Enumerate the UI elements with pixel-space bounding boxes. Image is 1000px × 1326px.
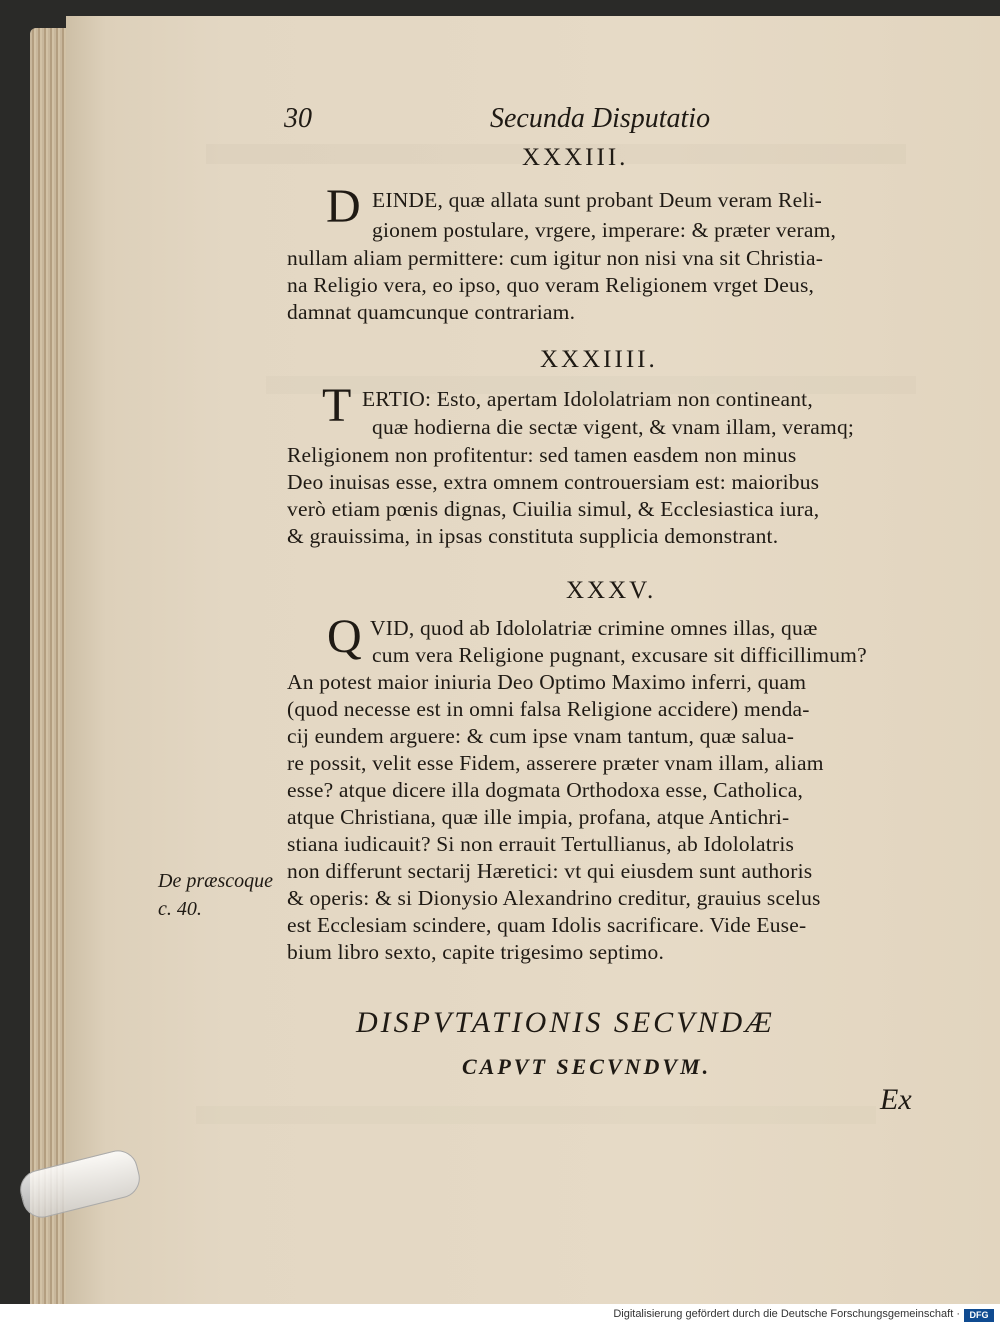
funding-notice: Digitalisierung gefördert durch die Deutsche Forschungsgemeinschaft · — [613, 1308, 960, 1320]
section-heading: XXXIII. — [522, 144, 629, 171]
body-line: atque Christiana, quæ ille impia, profana, atque Antichri- — [287, 805, 790, 829]
body-line: cij eundem arguere: & cum ipse vnam tantum, quæ salua- — [287, 724, 795, 748]
body-line: non differunt sectarij Hæretici: vt qui eiusdem sunt authoris — [287, 859, 813, 883]
chapter-subtitle: CAPVT SECVNDVM. — [462, 1054, 712, 1079]
drop-cap: D — [326, 180, 361, 233]
body-line: bium libro sexto, capite trigesimo septimo. — [287, 940, 665, 964]
body-line: ERTIO: Esto, apertam Idololatriam non contineant, — [362, 387, 813, 411]
catchword: Ex — [880, 1083, 912, 1116]
body-line: An potest maior iniuria Deo Optimo Maximo inferri, quam — [287, 670, 807, 694]
body-line: esse? atque dicere illa dogmata Orthodoxa esse, Catholica, — [287, 778, 804, 802]
body-line: cum vera Religione pugnant, excusare sit difficillimum? — [372, 643, 867, 667]
body-line: (quod necesse est in omni falsa Religione accidere) menda- — [287, 697, 810, 721]
footer-bar — [0, 1304, 1000, 1326]
dfg-logo: DFG — [964, 1309, 994, 1322]
show-through-mark — [196, 1106, 876, 1124]
margin-note-ref: c. 40. — [158, 898, 202, 920]
body-line: Religionem non profitentur: sed tamen easdem non minus — [287, 443, 797, 467]
body-line: VID, quod ab Idololatriæ crimine omnes illas, quæ — [370, 616, 818, 640]
body-line: na Religio vera, eo ipso, quo veram Religionem vrget Deus, — [287, 273, 815, 297]
body-line: gionem postulare, vrgere, imperare: & præter veram, — [372, 218, 837, 242]
page-number: 30 — [284, 103, 312, 134]
drop-cap: T — [322, 379, 352, 432]
drop-cap: Q — [327, 610, 362, 663]
chapter-title: DISPVTATIONIS SECVNDÆ — [356, 1006, 775, 1039]
body-line: & grauissima, in ipsas constituta supplicia demonstrant. — [287, 524, 779, 548]
body-line: nullam aliam permittere: cum igitur non nisi vna sit Christia- — [287, 246, 824, 270]
section-heading: XXXIIII. — [540, 346, 658, 373]
running-head: Secunda Disputatio — [490, 103, 711, 134]
body-line: Deo inuisas esse, extra omnem controuersiam est: maioribus — [287, 470, 820, 494]
body-line: & operis: & si Dionysio Alexandrino creditur, grauius scelus — [287, 886, 821, 910]
body-line: quæ hodierna die sectæ vigent, & vnam illam, veramq; — [372, 415, 855, 439]
body-line: re possit, velit esse Fidem, asserere præter vnam illam, aliam — [287, 751, 824, 775]
margin-note: De præscoque — [158, 870, 273, 892]
body-line: EINDE, quæ allata sunt probant Deum veram Reli- — [372, 188, 823, 212]
body-line: stiana iudicauit? Si non errauit Tertullianus, ab Idololatris — [287, 832, 795, 856]
section-heading: XXXV. — [566, 577, 657, 604]
body-line: damnat quamcunque contrariam. — [287, 300, 576, 324]
body-line: est Ecclesiam scindere, quam Idolis sacrificare. Vide Euse- — [287, 913, 807, 937]
body-line: verò etiam pœnis dignas, Ciuilia simul, & Ecclesiastica iura, — [287, 497, 820, 521]
